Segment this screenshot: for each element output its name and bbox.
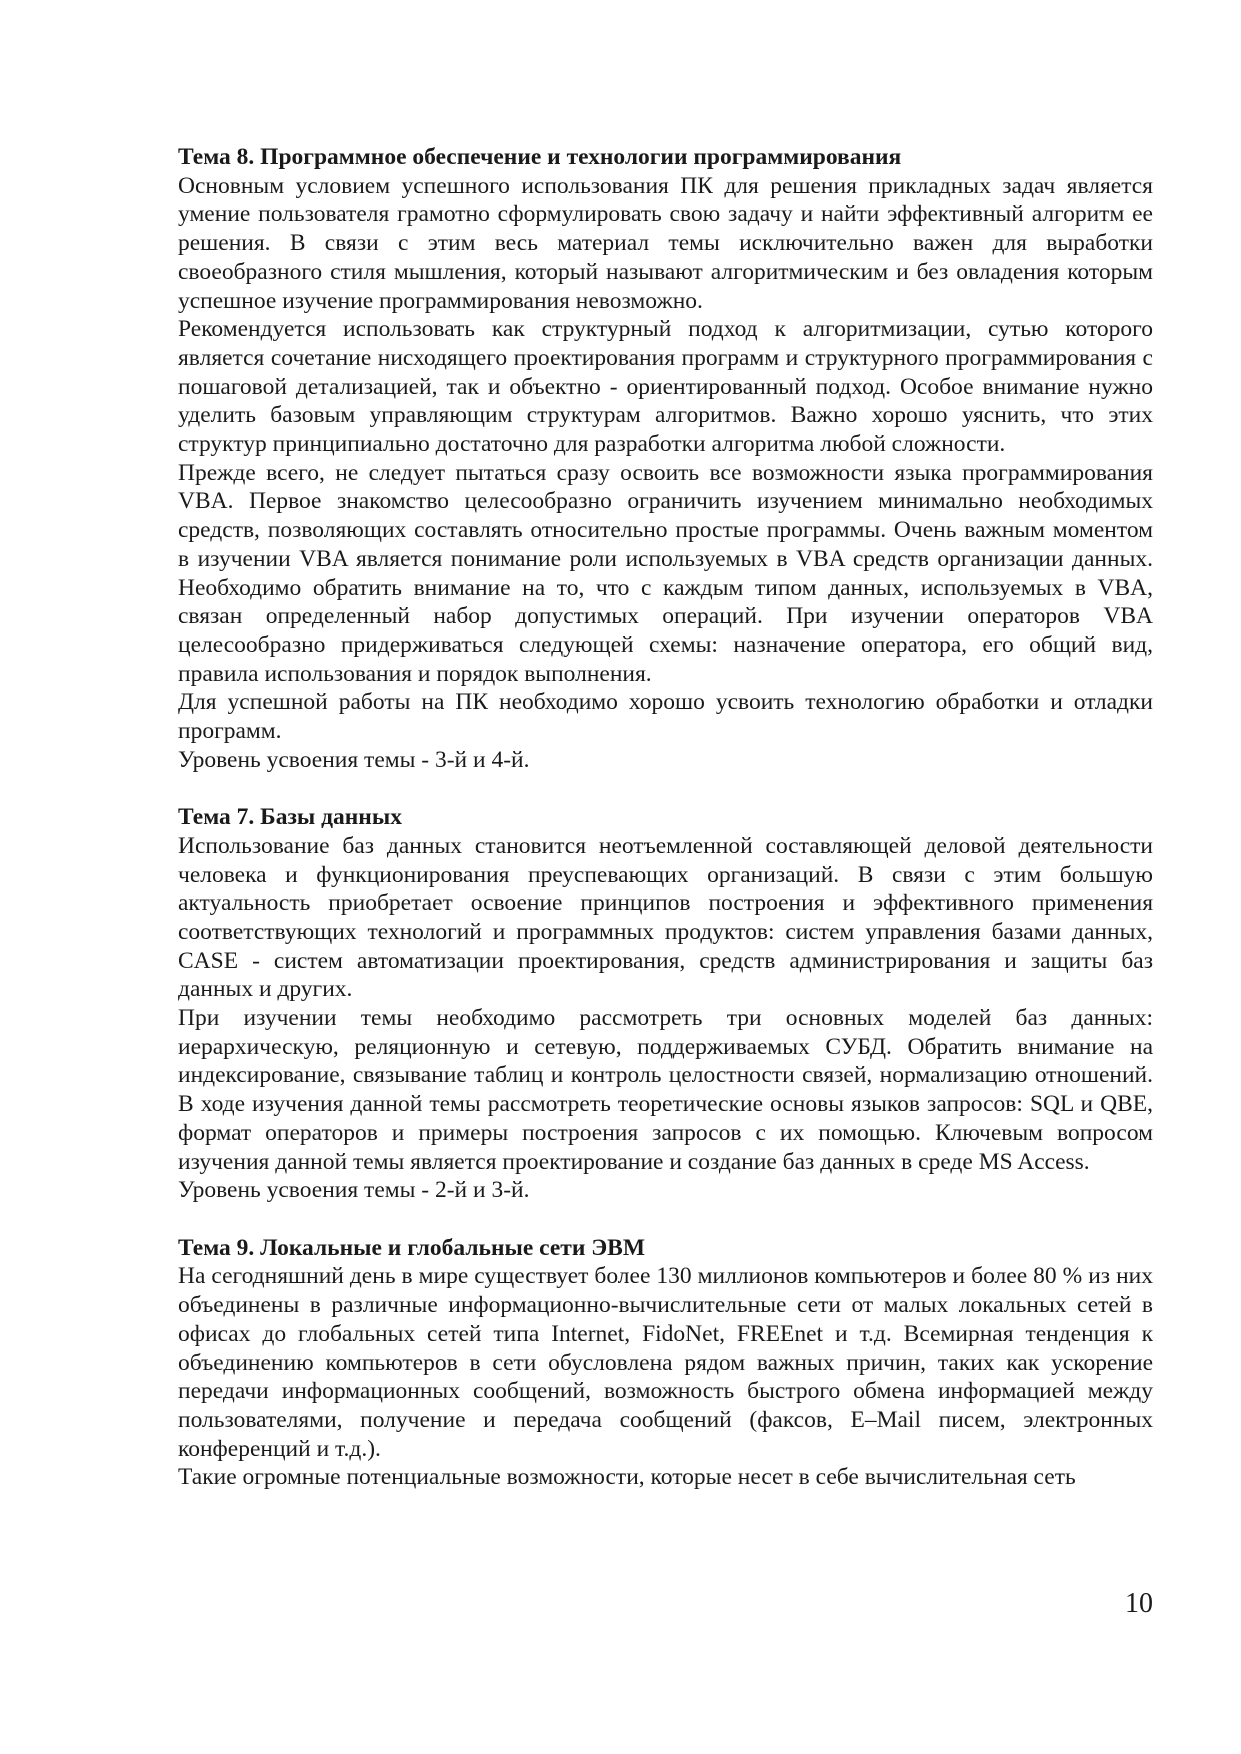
section-topic-9 [178, 1234, 1153, 1492]
section-topic-8 [178, 143, 1153, 774]
paragraph: Основным условием успешного использования ПК для решения прикладных задач является умение пользователя грамотно сформулировать свою задачу и найти эффективный алгоритм ее решения. В связи с этим весь материал темы исключительно важен для выработки своеобразного стиля мышления, который называют алгоритмическим и без овладения которым успешное изучение программирования невозможно. [178, 172, 1153, 314]
paragraph: Такие огромные потенциальные возможности, которые несет в себе вычислительная сеть [178, 1464, 1076, 1491]
paragraph: Использование баз данных становится неотъемленной составляющей деловой деятельности человека и функционирования преуспевающих организаций. В связи с этим большую актуальность приобретает освоение принципов построения и эффективного применения соответствующих технологий и программных продуктов: систем управления базами данных, CASE - систем автоматизации проектирования, средств администрирования и защиты баз данных и других. [178, 832, 1153, 1003]
section-topic-7 [178, 803, 1153, 1205]
paragraph: При изучении темы необходимо рассмотреть три основных моделей баз данных: иерархическую, реляционную и сетевую, поддерживаемых СУБД. Обратить внимание на индексирование, связывание таблиц и контроль целостности связей, нормализацию отношений. В ходе изучения данной темы рассмотреть теоретические основы языков запросов: SQL и QBE, формат операторов и примеры построения запросов с их помощью. Ключевым вопросом изучения данной темы является проектирование и создание баз данных в среде MS Access. [178, 1005, 1153, 1175]
paragraph: Для успешной работы на ПК необходимо хорошо усвоить технологию обработки и отладки программ. [178, 689, 1153, 745]
document-page [178, 143, 1153, 1492]
page-number: 10 [1125, 1588, 1153, 1619]
paragraph: На сегодняшний день в мире существует более 130 миллионов компьютеров и более 80 % из них объединены в различные информационно-вычислительные сети от малых локальных сетей в офисах до глобальных сетей типа Internet, FidoNet, FREEnet и т.д. Всемирная тенденция к объединению компьютеров в сети обусловлена рядом важных причин, таких как ускорение передачи информационных сообщений, возможность быстрого обмена информацией между пользователями, получение и передача сообщений (факсов, E–Mail писем, электронных конференций и т.д.). [178, 1263, 1153, 1462]
section-spacer [178, 774, 1153, 803]
paragraph: Рекомендуется использовать как структурный подход к алгоритмизации, сутью которого является сочетание нисходящего проектирования программ и структурного программирования с пошаговой детализацией, так и объектно - ориентированный подход. Особое внимание нужно уделить базовым управляющим структурам алгоритмов. Важно хорошо уяснить, что этих структур принципиально достаточно для разработки алгоритма любой сложности. [178, 316, 1153, 458]
paragraph: Прежде всего, не следует пытаться сразу освоить все возможности языка программирования VBA. Первое знакомство целесообразно ограничить изучением минимально необходимых средств, позволяющих составлять относительно простые программы. Очень важным моментом в изучении VBA является понимание роли используемых в VBA средств организации данных. Необходимо обратить внимание на то, что с каждым типом данных, используемых в VBA, связан определенный набор допустимых операций. При изучении операторов VBA целесообразно придерживаться следующей схемы: назначение оператора, его общий вид, правила использования и порядок выполнения. [178, 459, 1153, 687]
mastery-level: Уровень усвоения темы - 2-й и 3-й. [178, 1177, 530, 1204]
section-title: Тема 7. Базы данных [178, 804, 402, 831]
section-spacer [178, 1205, 1153, 1234]
mastery-level: Уровень усвоения темы - 3-й и 4-й. [178, 746, 530, 773]
section-title: Тема 9. Локальные и глобальные сети ЭВМ [178, 1234, 646, 1261]
section-title: Тема 8. Программное обеспечение и технологии программирования [178, 144, 902, 170]
